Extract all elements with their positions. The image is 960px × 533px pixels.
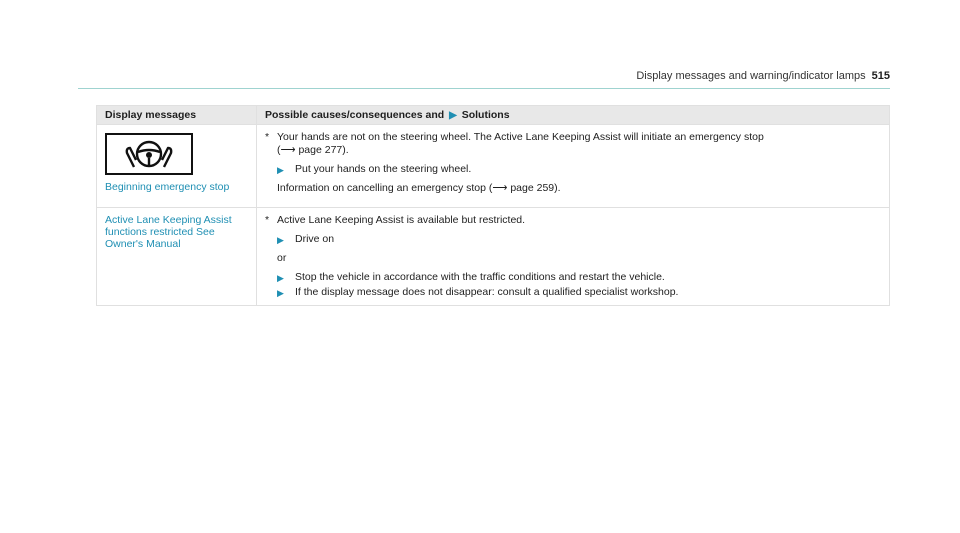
- solution-step: ▶ If the display message does not disappear: consult a qualified specialist workshop.: [277, 286, 679, 298]
- message-cell: [97, 125, 257, 208]
- page-ref-link[interactable]: (⟶ page 277).: [277, 144, 349, 156]
- col-header-causes-solutions: Possible causes/consequences and ▶ Solutions: [257, 106, 890, 125]
- message-cell: [97, 208, 257, 306]
- or-text: or: [277, 252, 287, 264]
- display-messages-table: [96, 105, 890, 306]
- page-number: 515: [871, 70, 890, 82]
- col-header-display-messages: Display messages: [97, 106, 257, 125]
- display-message-text: Active Lane Keeping Assist functions restricted See Owner's Manual: [105, 214, 232, 250]
- info-text[interactable]: Information on cancelling an emergency stop (⟶ page 259).: [277, 182, 561, 194]
- table-header-row: [97, 106, 890, 125]
- solution-arrow-icon: ▶: [449, 110, 457, 121]
- causes-cell: [257, 125, 890, 208]
- steering-wheel-hands-warning-icon: [105, 133, 193, 175]
- solution-step: ▶ Put your hands on the steering wheel.: [277, 163, 472, 175]
- solution-step: ▶ Stop the vehicle in accordance with the traffic conditions and restart the vehicle.: [277, 271, 665, 283]
- step-arrow-icon: ▶: [277, 165, 284, 175]
- page-header: [636, 70, 890, 82]
- display-message-text: Beginning emergency stop: [105, 181, 230, 193]
- solution-step: ▶ Drive on: [277, 233, 335, 245]
- step-arrow-icon: ▶: [277, 288, 284, 298]
- table-row: [97, 208, 890, 306]
- section-title: Display messages and warning/indicator lamps: [636, 70, 866, 82]
- step-arrow-icon: ▶: [277, 235, 284, 245]
- header-rule: [78, 88, 890, 89]
- cause-text: * Your hands are not on the steering wheel. The Active Lane Keeping Assist will initiate an emergency stop (⟶ page 277).: [265, 131, 764, 156]
- cause-text: * Active Lane Keeping Assist is available but restricted.: [265, 214, 526, 226]
- table-row: [97, 125, 890, 208]
- causes-cell: [257, 208, 890, 306]
- step-arrow-icon: ▶: [277, 273, 284, 283]
